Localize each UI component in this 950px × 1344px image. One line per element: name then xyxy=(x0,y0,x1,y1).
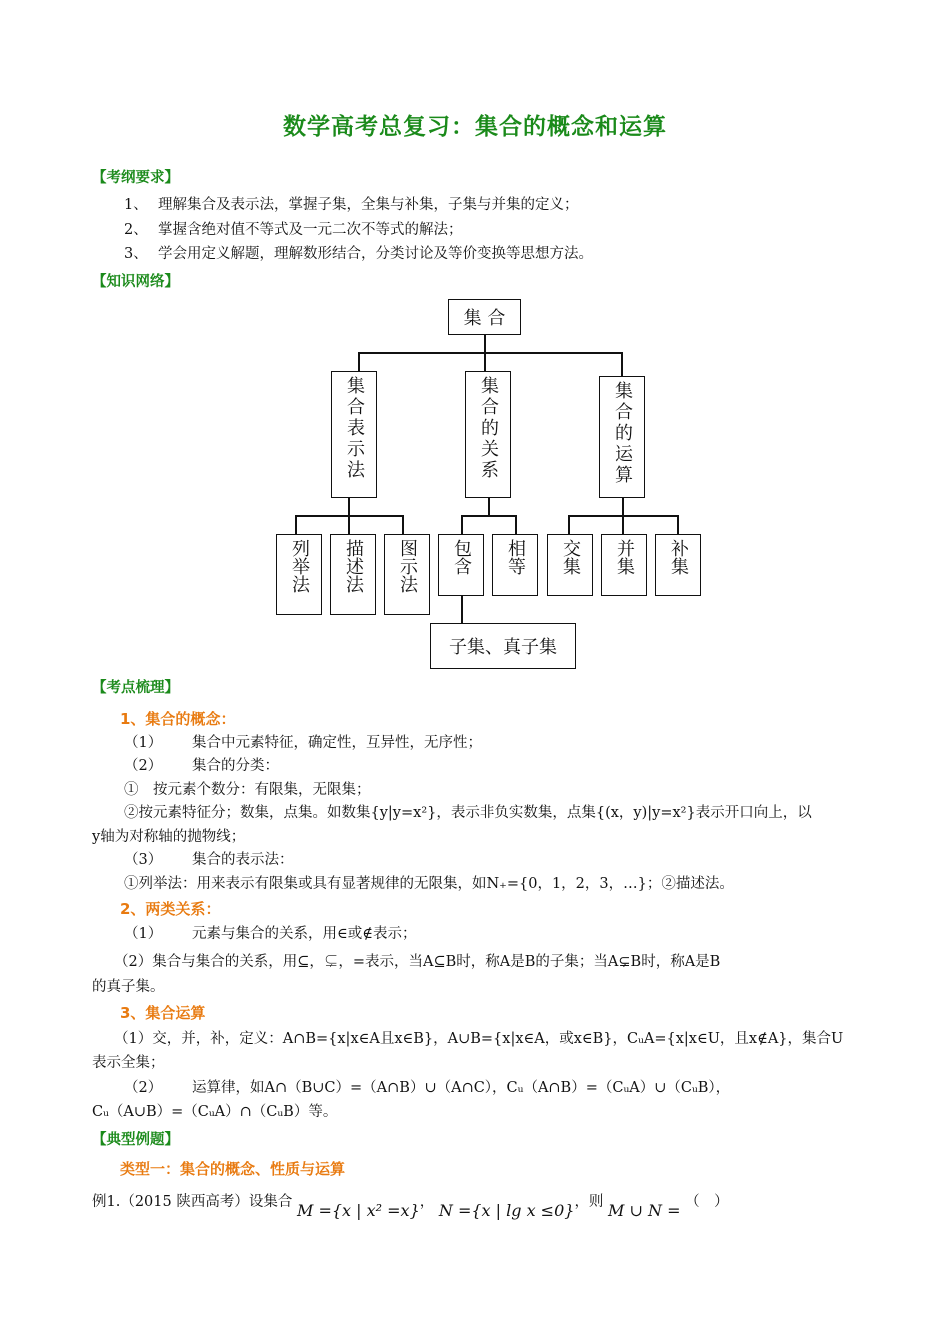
point-number: （2） xyxy=(124,758,163,774)
example-then: ，则 xyxy=(574,1194,604,1210)
point-line xyxy=(124,754,279,775)
requirement-item xyxy=(124,193,579,214)
diagram-leaf xyxy=(384,534,430,615)
diagram-leaf xyxy=(276,534,322,615)
point-number: （2） xyxy=(124,1080,163,1096)
leaf-label: 相等 xyxy=(505,539,526,575)
leaf-label: 包含 xyxy=(451,539,472,575)
requirement-number: 3、 xyxy=(124,246,148,262)
example-set-n: N ={x | lg x ≤0} xyxy=(438,1201,575,1220)
requirement-item xyxy=(124,242,593,263)
point-line: （1）交，并，补，定义：A∩B={x|x∈A且x∈B}，A∪B={x|x∈A，或x∈B}，CᵤA={x|x∈U，且x∉A}，集合U xyxy=(114,1031,844,1047)
point-line: ① 按元素个数分：有限集，无限集； xyxy=(124,782,371,798)
example-union: M ∪ N = xyxy=(608,1201,681,1220)
point-line: 表示全集； xyxy=(92,1055,165,1071)
section-requirements: 【考纲要求】 xyxy=(92,170,179,186)
point-line xyxy=(124,731,482,752)
point-heading: 2、两类关系： xyxy=(120,900,221,918)
branch-label: 集合表示法 xyxy=(344,376,365,481)
point-text: 集合的表示法： xyxy=(192,852,294,868)
point-line: ①列举法：用来表示有限集或具有显著规律的无限集，如N₊={0，1，2，3，…}；②描述法。 xyxy=(124,876,734,892)
point-line xyxy=(124,1076,730,1097)
leaf-label: 并集 xyxy=(614,539,635,575)
example-separator: ， xyxy=(419,1194,435,1210)
point-text: 集合的分类： xyxy=(192,758,279,774)
example-type-heading: 类型一：集合的概念、性质与运算 xyxy=(120,1160,346,1178)
point-heading: 1、集合的概念： xyxy=(120,710,236,728)
requirement-item xyxy=(124,218,463,239)
point-number: （3） xyxy=(124,852,163,868)
point-number: （1） xyxy=(124,735,163,751)
diagram-branch-operation xyxy=(599,376,645,498)
diagram-leaf xyxy=(438,534,484,596)
section-points: 【考点梳理】 xyxy=(92,680,179,696)
point-heading: 3、集合运算 xyxy=(120,1004,206,1022)
point-line: Cᵤ（A∪B）=（CᵤA）∩（CᵤB）等。 xyxy=(92,1104,338,1120)
requirement-text: 掌握含绝对值不等式及一元二次不等式的解法； xyxy=(158,222,463,238)
diagram-branch-representation xyxy=(331,371,377,498)
example-answer-blank: （ ） xyxy=(685,1194,729,1210)
diagram-subset: 子集、真子集 xyxy=(430,623,576,669)
leaf-label: 补集 xyxy=(668,539,689,575)
point-text: 元素与集合的关系，用∈或∉表示； xyxy=(192,926,417,942)
point-line xyxy=(124,848,294,869)
section-examples: 【典型例题】 xyxy=(92,1132,179,1148)
point-line xyxy=(124,922,416,943)
diagram-root: 集 合 xyxy=(448,299,521,335)
requirement-number: 1、 xyxy=(124,197,148,213)
branch-label: 集合的运算 xyxy=(612,381,633,486)
point-line: y轴为对称轴的抛物线； xyxy=(92,829,246,845)
diagram-leaf xyxy=(655,534,701,596)
diagram-leaf xyxy=(492,534,538,596)
requirement-number: 2、 xyxy=(124,222,148,238)
example-prefix: 例1.（2015 陕西高考）设集合 xyxy=(92,1194,293,1210)
example-1 xyxy=(92,1190,729,1220)
requirement-text: 学会用定义解题，理解数形结合，分类讨论及等价变换等思想方法。 xyxy=(158,246,593,262)
diagram-leaf xyxy=(547,534,593,596)
example-set-m: M ={x | x² =x} xyxy=(296,1201,420,1220)
requirement-text: 理解集合及表示法，掌握子集，全集与补集，子集与并集的定义； xyxy=(158,197,579,213)
leaf-label: 描述法 xyxy=(343,539,364,593)
point-line: 的真子集。 xyxy=(92,979,165,995)
diagram-leaf xyxy=(601,534,647,596)
diagram-leaf xyxy=(330,534,376,615)
leaf-label: 图示法 xyxy=(397,539,418,593)
leaf-label: 交集 xyxy=(560,539,581,575)
point-line: （2）集合与集合的关系，用⊆，⊊，=表示，当A⊆B时，称A是B的子集；当A⊊B时，称A是B xyxy=(114,954,721,970)
page-title: 数学高考总复习：集合的概念和运算 xyxy=(283,114,667,140)
section-network: 【知识网络】 xyxy=(92,274,179,290)
diagram-branch-relation xyxy=(465,371,511,498)
point-text: 集合中元素特征，确定性，互异性，无序性； xyxy=(192,735,482,751)
point-number: （1） xyxy=(124,926,163,942)
branch-label: 集合的关系 xyxy=(478,376,499,481)
point-line: ②按元素特征分；数集，点集。如数集{y|y=x²}，表示非负实数集，点集{(x，y)|y=x²}表示开口向上，以 xyxy=(124,805,812,821)
point-text: 运算律，如A∩（B∪C）=（A∩B）∪（A∩C），Cᵤ（A∩B）=（CᵤA）∪（CᵤB）， xyxy=(192,1080,731,1096)
leaf-label: 列举法 xyxy=(289,539,310,593)
